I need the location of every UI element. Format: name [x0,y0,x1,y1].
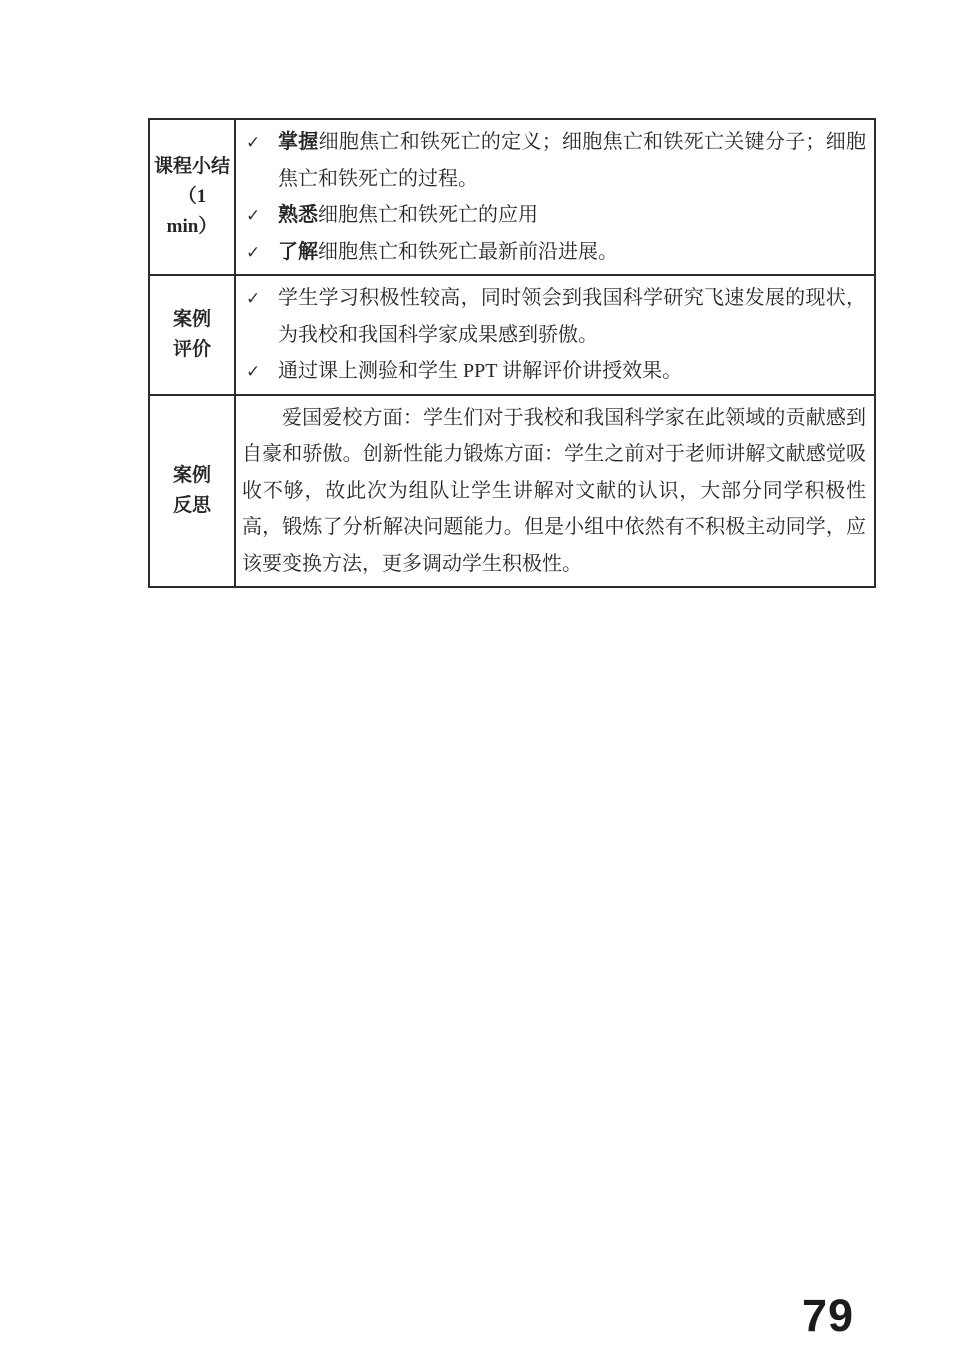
item-keyword: 熟悉 [278,204,318,226]
row-label-line: 课程小结 [153,156,230,177]
item-keyword: 了解 [278,240,318,263]
checkmark-icon: ✓ [246,133,261,153]
reflection-paragraph: 爱国爱校方面：学生们对于我校和我国科学家在此领域的贡献感到自豪和骄傲。创新性能力锻炼方面：学生之前对于老师讲解文献感觉吸收不够，故此次为组队让学生讲解对文献的认识，大部分同学积极性高，锻炼了分析解决问题能力。但是小组中依然有不积极主动同学，应该要变换方法，更多调动学生积极性。 [242,406,866,575]
table-row-course-summary [150,120,874,276]
checklist-item [236,234,866,271]
checklist-item [236,124,866,197]
item-keyword: 掌握 [278,131,319,153]
page-number: 79 [801,1290,854,1341]
case-evaluation-content [236,276,874,394]
row-label-line: min） [166,216,218,237]
lesson-summary-table [148,118,876,588]
checkmark-icon: ✓ [246,242,261,263]
item-text: 通过课上测验和学生 PPT 讲解评价讲授效果。 [278,360,683,382]
table-row-case-reflection [150,396,874,587]
row-label-line: 案例 [172,308,211,330]
row-label-case-reflection [150,396,236,587]
checklist-item [236,280,866,353]
row-label-line: （1 [177,186,207,207]
item-text: 细胞焦亡和铁死亡的应用 [318,204,538,226]
table-row-case-evaluation [150,276,874,396]
checkmark-icon: ✓ [246,362,261,382]
item-text: 细胞焦亡和铁死亡的定义；细胞焦亡和铁死亡关键分子；细胞焦亡和铁死亡的过程。 [278,131,867,190]
checklist-item [236,353,866,390]
course-summary-content [236,120,874,274]
item-text: 细胞焦亡和铁死亡最新前沿进展。 [318,240,618,263]
row-label-case-evaluation [150,276,236,394]
checkmark-icon: ✓ [246,289,261,309]
row-label-line: 评价 [172,338,211,360]
row-label-course-summary [150,120,236,274]
checklist-item [236,197,866,234]
row-label-line: 反思 [172,494,211,516]
row-label-line: 案例 [172,464,211,486]
case-reflection-content [236,396,874,587]
checkmark-icon: ✓ [246,206,261,226]
item-text: 学生学习积极性较高，同时领会到我国科学研究飞速发展的现状，为我校和我国科学家成果感到骄傲。 [278,287,866,346]
